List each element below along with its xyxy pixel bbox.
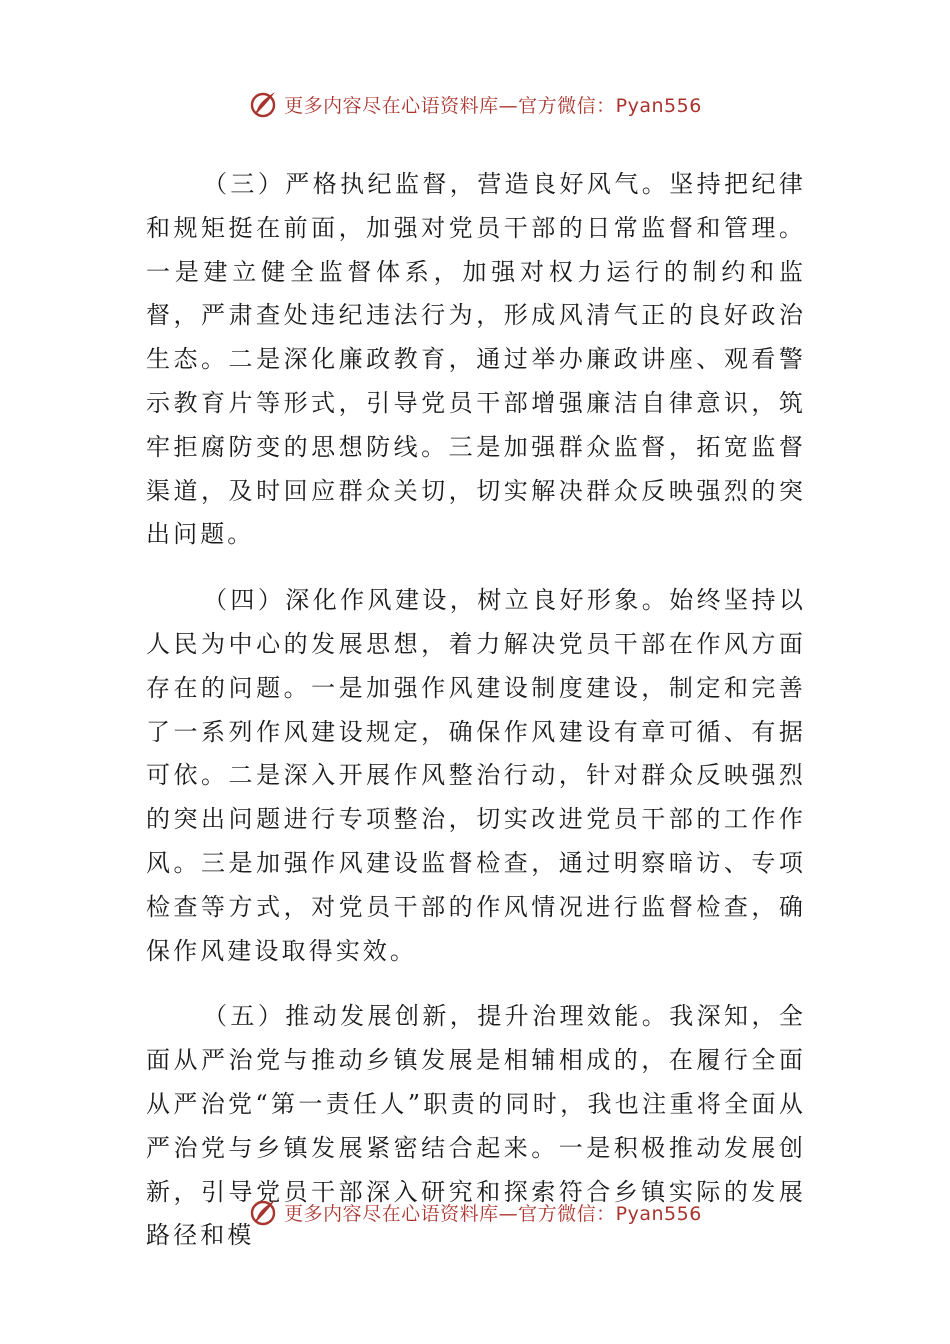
paragraph-4: （四）深化作风建设，树立良好形象。始终坚持以人民为中心的发展思想，着力解决党员干部在作风方面存在的问题。一是加强作风建设制度建设，制定和完善了一系列作风建设规定，确保作风建设有章可循、有据可依。二是深入开展作风整治行动，针对群众反映强烈的突出问题进行专项整治，切实改进党员干部的工作作风。三是加强作风建设监督检查，通过明察暗访、专项检查等方式，对党员干部的作风情况进行监督检查，确保作风建设取得实效。 <box>146 586 806 965</box>
paragraph-5: （五）推动发展创新，提升治理效能。我深知，全面从严治党与推动乡镇发展是相辅相成的，在履行全面从严治党“第一责任人”职责的同时，我也注重将全面从严治党与乡镇发展紧密结合起来。一是积极推动发展创新，引导党员干部深入研究和探索符合乡镇实际的发展路径和模 <box>146 1002 806 1250</box>
brand-logo-icon <box>248 1196 280 1228</box>
header-official-text: —官方微信：Pyan556 <box>498 94 702 117</box>
footer-banner <box>0 1192 950 1232</box>
header-brand-text: 更多内容尽在心语资料库 <box>284 94 499 117</box>
paragraph-3: （三）严格执纪监督，营造良好风气。坚持把纪律和规矩挺在前面，加强对党员干部的日常监督和管理。一是建立健全监督体系，加强对权力运行的制约和监督，严肃查处违纪违法行为，形成风清气正的良好政治生态。二是深化廉政教育，通过举办廉政讲座、观看警示教育片等形式，引导党员干部增强廉洁自律意识，筑牢拒腐防变的思想防线。三是加强群众监督，拓宽监督渠道，及时回应群众关切，切实解决群众反映强烈的突出问题。 <box>146 170 806 549</box>
header-banner <box>0 84 950 124</box>
footer-brand-text: 更多内容尽在心语资料库 <box>284 1202 499 1225</box>
brand-logo-icon <box>248 88 280 120</box>
document-body <box>146 163 806 1280</box>
footer-official-text: —官方微信：Pyan556 <box>498 1202 702 1225</box>
